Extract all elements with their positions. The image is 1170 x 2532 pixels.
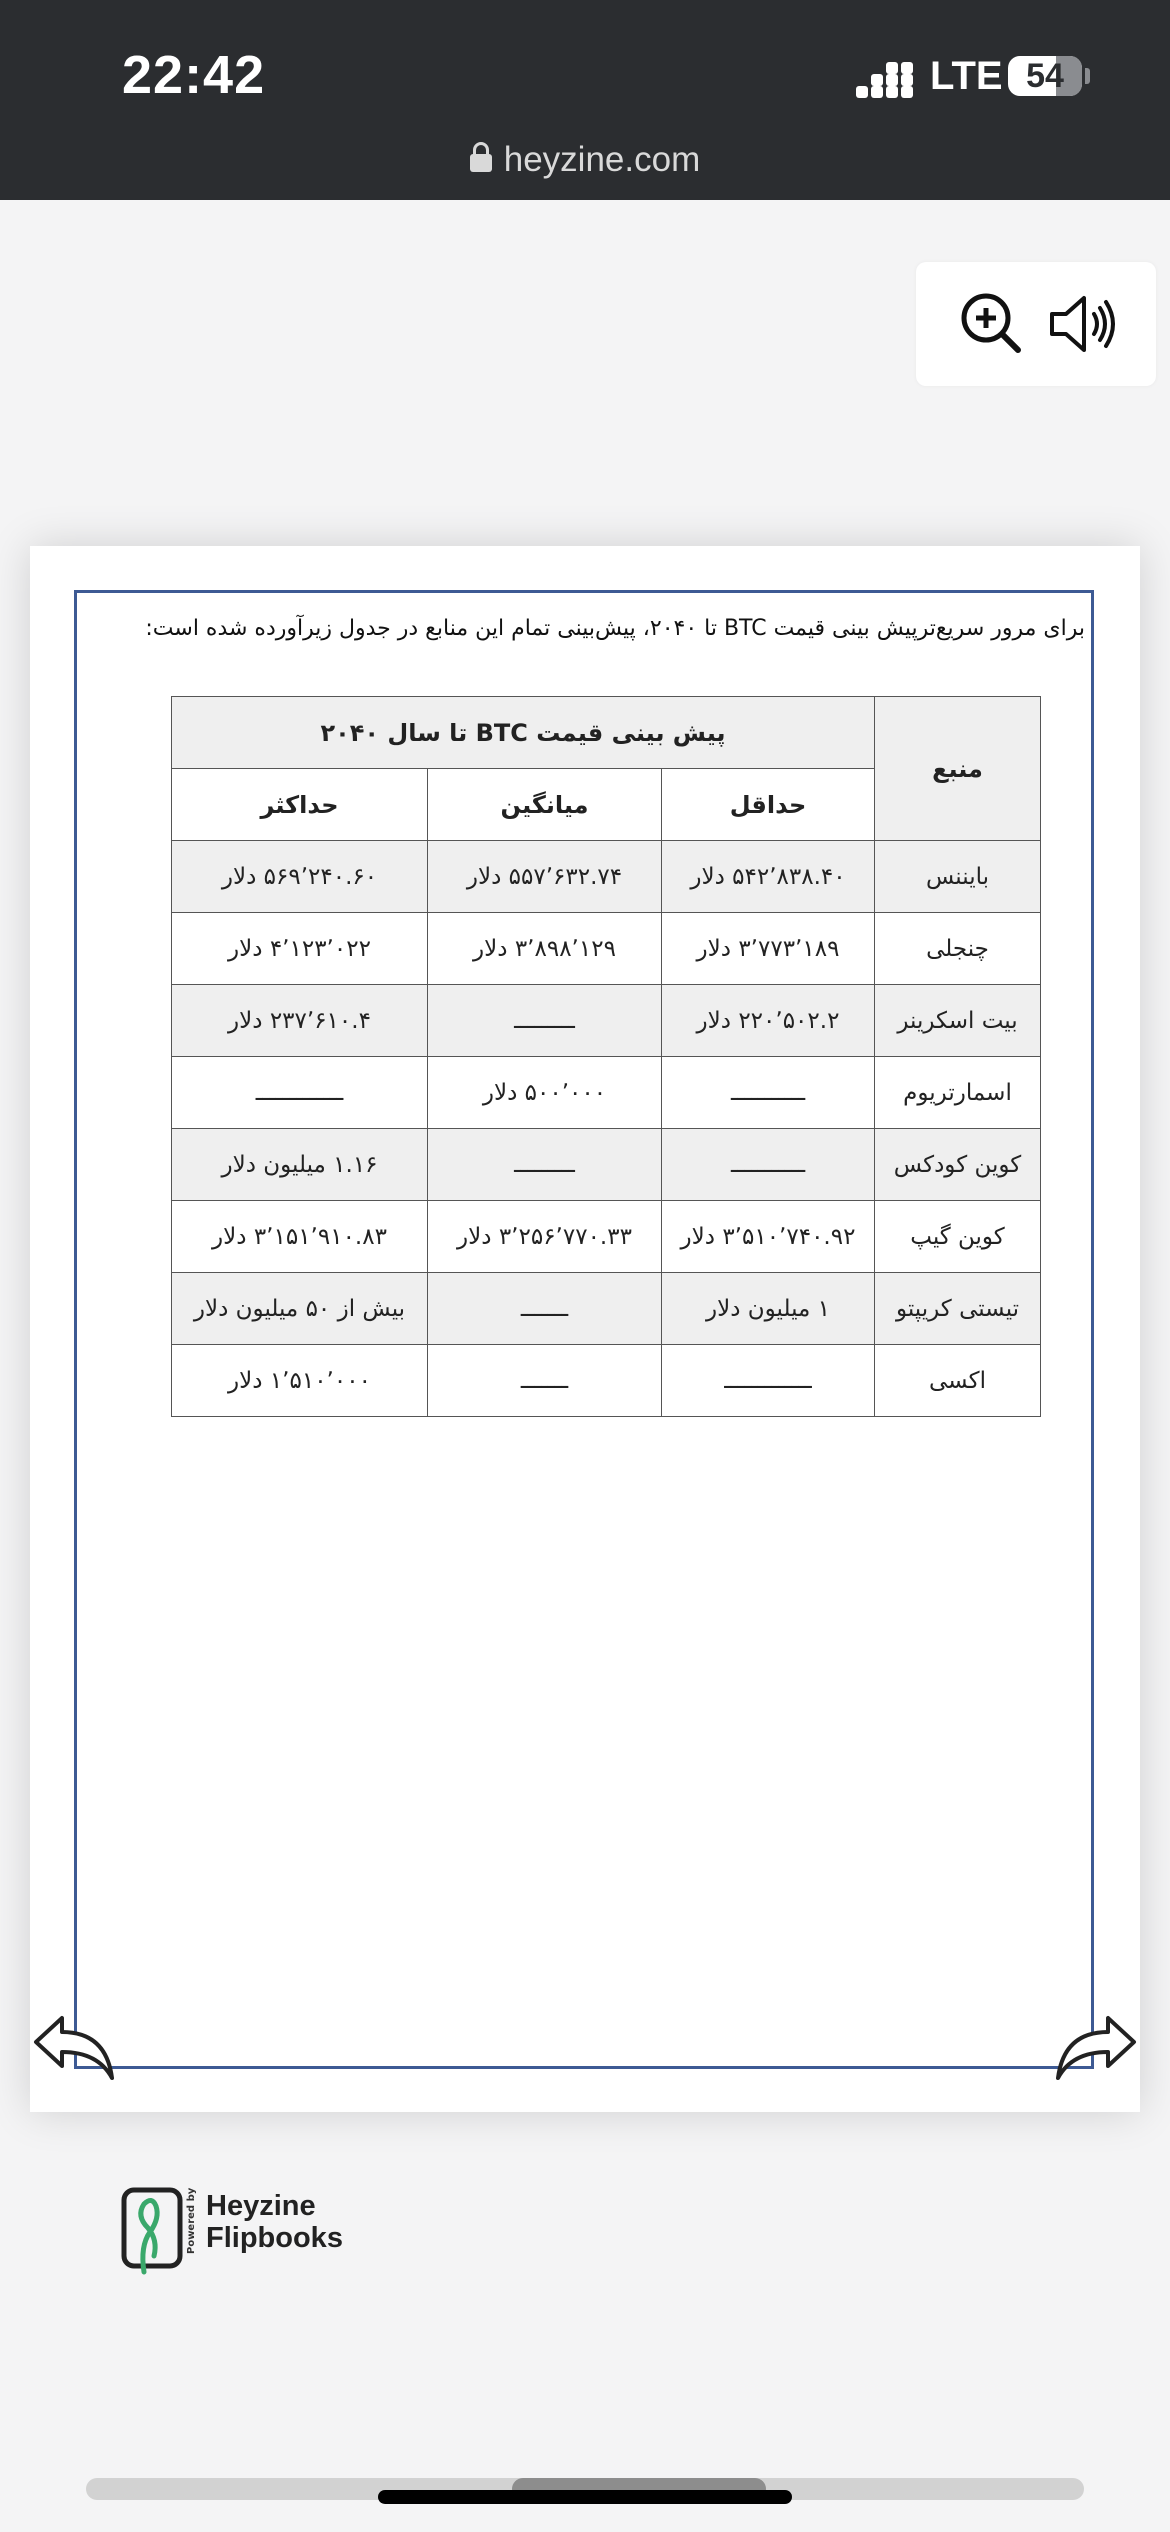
min-cell: ۳٬۵۱۰٬۷۴۰.۹۲ دلار xyxy=(662,1201,875,1273)
clock: 22:42 xyxy=(122,45,266,105)
brand-name xyxy=(206,2190,343,2254)
max-cell: ـــــــــــــ xyxy=(172,1057,428,1129)
header-max: حداکثر xyxy=(172,769,428,841)
network-type: LTE xyxy=(930,54,1003,98)
brand-name-line2: Flipbooks xyxy=(206,2222,343,2254)
min-cell: ۳٬۷۷۳٬۱۸۹ دلار xyxy=(662,913,875,985)
min-cell: ۲۲۰٬۵۰۲.۲ دلار xyxy=(662,985,875,1057)
speaker-icon[interactable] xyxy=(1042,284,1122,364)
header-avg: میانگین xyxy=(428,769,662,841)
avg-cell: ـــــــ xyxy=(428,1273,662,1345)
address-bar[interactable] xyxy=(0,140,1170,180)
min-cell: ۵۴۲٬۸۳۸.۴۰ دلار xyxy=(662,841,875,913)
home-indicator[interactable] xyxy=(378,2490,792,2504)
source-cell: اسمارتریوم xyxy=(875,1057,1041,1129)
avg-cell: ۵۰۰٬۰۰۰ دلار xyxy=(428,1057,662,1129)
previous-page-icon[interactable] xyxy=(32,2012,114,2084)
btc-forecast-table xyxy=(171,696,1041,1417)
brand-name-line1: Heyzine xyxy=(206,2190,316,2222)
source-cell: کوین کودکس xyxy=(875,1129,1041,1201)
flipbook-page xyxy=(30,546,1140,2112)
source-cell: کوین گیپ xyxy=(875,1201,1041,1273)
table-row xyxy=(172,913,1041,985)
battery-tip xyxy=(1085,68,1090,84)
next-page-icon[interactable] xyxy=(1056,2012,1138,2084)
table-row xyxy=(172,985,1041,1057)
avg-cell: ـــــــ xyxy=(428,1345,662,1417)
source-cell: تیستی کریپتو xyxy=(875,1273,1041,1345)
lock-icon xyxy=(470,154,492,172)
avg-cell: ـــــــــ xyxy=(428,985,662,1057)
source-cell: چنجلی xyxy=(875,913,1041,985)
powered-by-label: Powered by xyxy=(186,2187,197,2254)
battery-level: 54 xyxy=(1026,57,1064,95)
zoom-in-icon[interactable] xyxy=(952,284,1032,364)
status-bar xyxy=(0,0,1170,200)
max-cell: ۲۳۷٬۶۱۰.۴ دلار xyxy=(172,985,428,1057)
flipbook-toolbar xyxy=(916,262,1156,386)
header-source: منبع xyxy=(875,697,1041,841)
table-row xyxy=(172,1273,1041,1345)
header-min: حداقل xyxy=(662,769,875,841)
min-cell: ـــــــــــ xyxy=(662,1129,875,1201)
source-cell: بایننس xyxy=(875,841,1041,913)
max-cell: ۱٬۵۱۰٬۰۰۰ دلار xyxy=(172,1345,428,1417)
signal-icon xyxy=(856,62,914,98)
table-row xyxy=(172,1129,1041,1201)
table-row xyxy=(172,1345,1041,1417)
avg-cell: ۳٬۲۵۶٬۷۷۰.۳۳ دلار xyxy=(428,1201,662,1273)
min-cell: ـــــــــــــ xyxy=(662,1345,875,1417)
avg-cell: ـــــــــ xyxy=(428,1129,662,1201)
avg-cell: ۵۵۷٬۶۳۲.۷۴ دلار xyxy=(428,841,662,913)
max-cell: بیش از ۵۰ میلیون دلار xyxy=(172,1273,428,1345)
max-cell: ۱.۱۶ میلیون دلار xyxy=(172,1129,428,1201)
intro-text: برای مرور سریع‌ترپیش بینی قیمت BTC تا ۲۰۴۰، پیش‌بینی تمام این منابع در جدول زیرآورده شده است: xyxy=(145,616,1085,641)
min-cell: ۱ میلیون دلار xyxy=(662,1273,875,1345)
url-text: heyzine.com xyxy=(503,140,701,179)
avg-cell: ۳٬۸۹۸٬۱۲۹ دلار xyxy=(428,913,662,985)
source-cell: اکسی xyxy=(875,1345,1041,1417)
table-row xyxy=(172,1057,1041,1129)
header-forecast: پیش بینی قیمت BTC تا سال ۲۰۴۰ xyxy=(172,697,875,769)
battery-icon xyxy=(1008,56,1082,96)
source-cell: بیت اسکرینر xyxy=(875,985,1041,1057)
table-row xyxy=(172,1201,1041,1273)
min-cell: ـــــــــــ xyxy=(662,1057,875,1129)
max-cell: ۵۶۹٬۲۴۰.۶۰ دلار xyxy=(172,841,428,913)
max-cell: ۴٬۱۲۳٬۰۲۲ دلار xyxy=(172,913,428,985)
max-cell: ۳٬۱۵۱٬۹۱۰.۸۳ دلار xyxy=(172,1201,428,1273)
table-row xyxy=(172,841,1041,913)
